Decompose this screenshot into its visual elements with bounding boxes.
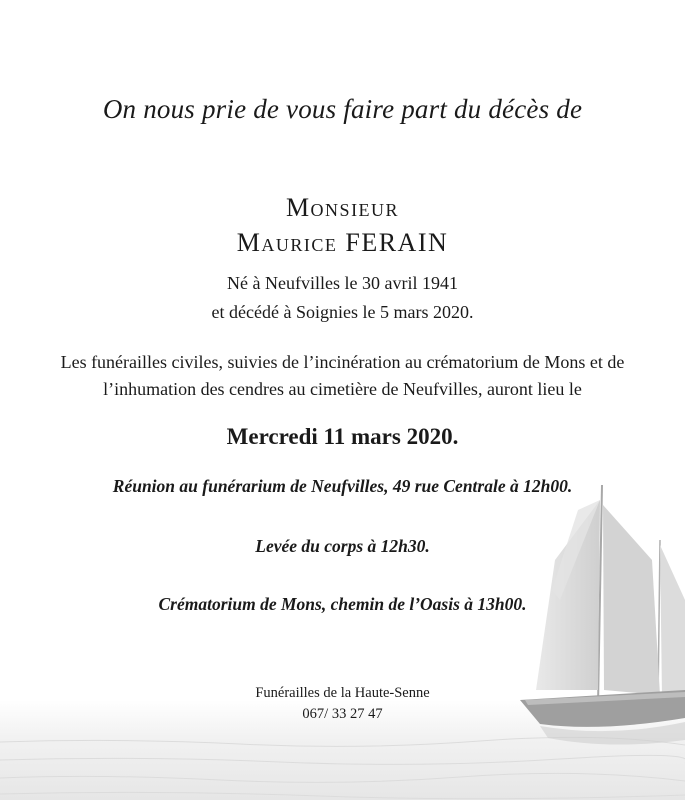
event-item: Réunion au funérarium de Neufvilles, 49 rue Centrale à 12h00.: [112, 476, 573, 496]
intro-text: On nous prie de vous faire part du décès de: [102, 94, 583, 124]
first-name: Maurice: [236, 228, 338, 257]
last-name: FERAIN: [345, 228, 449, 257]
funeral-text-line-1: Les funérailles civiles, suivies de l’incinération au crématorium de Mons et de: [60, 352, 625, 372]
deceased-name: [0, 228, 685, 258]
event-item: Crématorium de Mons, chemin de l’Oasis à 13h00.: [158, 594, 527, 614]
event-item: Levée du corps à 12h30.: [255, 536, 430, 556]
honorific: Monsieur: [285, 193, 400, 222]
undertaker-phone: 067/ 33 27 47: [302, 706, 383, 722]
funeral-date: Mercredi 11 mars 2020.: [226, 424, 459, 449]
funeral-text-line-2: l’inhumation des cendres au cimetière de Neufvilles, auront lieu le: [103, 379, 582, 399]
undertaker-name: Funérailles de la Haute-Senne: [255, 685, 430, 701]
death-line: et décédé à Soignies le 5 mars 2020.: [211, 302, 474, 322]
birth-line: Né à Neufvilles le 30 avril 1941: [227, 273, 458, 293]
